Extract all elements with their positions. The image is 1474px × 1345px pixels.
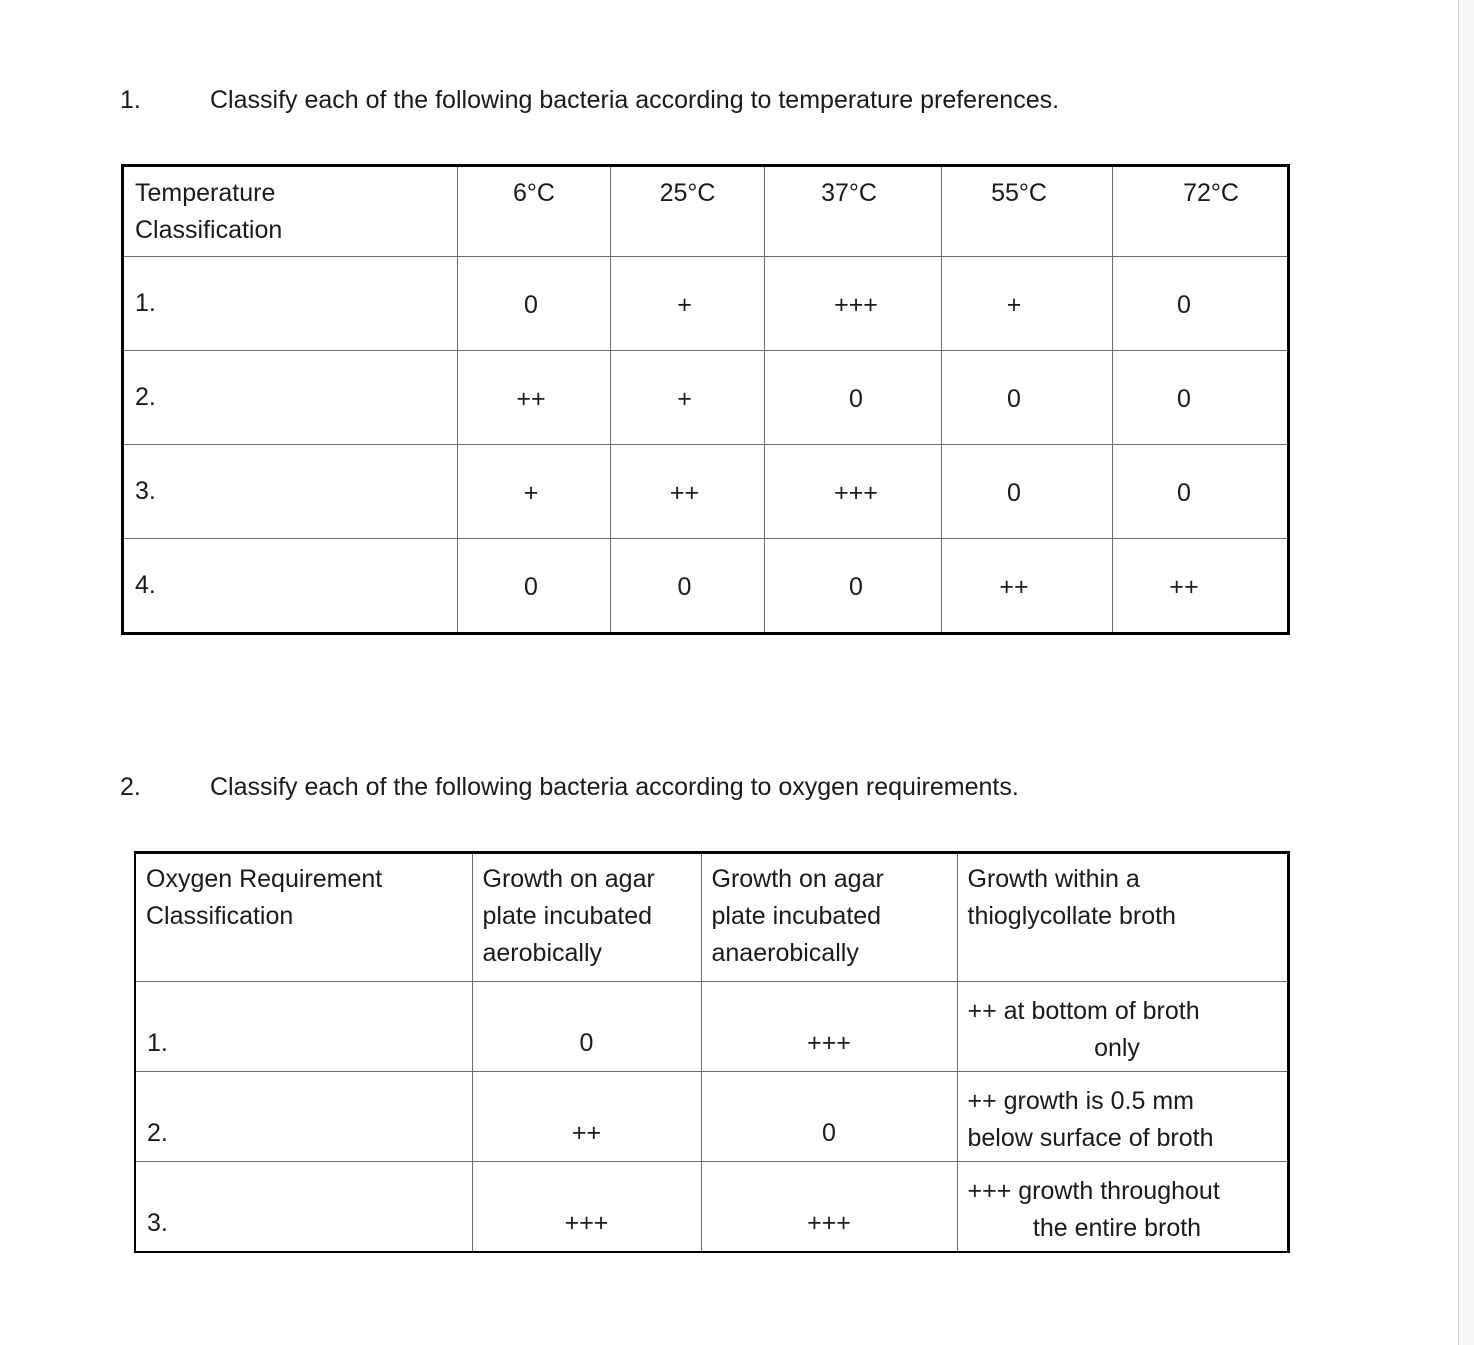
cell-25c: ++	[611, 445, 765, 539]
table-row	[135, 1072, 1288, 1162]
header-55c: 55°C	[942, 166, 1113, 257]
broth-line: ++ growth is 0.5 mm	[967, 1086, 1194, 1115]
cell-25c: +	[611, 351, 765, 445]
oxygen-table	[134, 851, 1290, 1253]
cell-6c: 0	[458, 539, 611, 634]
row-label: 3.	[135, 1162, 472, 1253]
cell-anaerobic: 0	[701, 1072, 957, 1162]
cell-55c: 0	[942, 445, 1113, 539]
row-label: 3.	[123, 445, 458, 539]
row-label: 4.	[123, 539, 458, 634]
cell-thioglycollate	[957, 982, 1288, 1072]
header-6c: 6°C	[458, 166, 611, 257]
table-row	[123, 539, 1289, 634]
table-row	[135, 982, 1288, 1072]
table-row	[135, 1162, 1288, 1253]
cell-aerobic: +++	[472, 1162, 701, 1253]
header-temperature-classification: Temperature Classification	[123, 166, 458, 257]
cell-anaerobic: +++	[701, 982, 957, 1072]
cell-72c: ++	[1113, 539, 1289, 634]
cell-37c: +++	[765, 445, 942, 539]
cell-25c: 0	[611, 539, 765, 634]
cell-72c: 0	[1113, 257, 1289, 351]
cell-6c: +	[458, 445, 611, 539]
temperature-table	[121, 164, 1290, 635]
cell-aerobic: 0	[472, 982, 701, 1072]
header-37c: 37°C	[765, 166, 942, 257]
question-2-number: 2.	[120, 773, 141, 801]
row-label: 2.	[123, 351, 458, 445]
cell-37c: 0	[765, 539, 942, 634]
broth-line: the entire broth	[1032, 1213, 1202, 1242]
question-1-number: 1.	[120, 86, 141, 114]
row-label: 1.	[135, 982, 472, 1072]
cell-25c: +	[611, 257, 765, 351]
header-25c: 25°C	[611, 166, 765, 257]
cell-55c: 0	[942, 351, 1113, 445]
cell-55c: +	[942, 257, 1113, 351]
cell-72c: 0	[1113, 445, 1289, 539]
cell-72c: 0	[1113, 351, 1289, 445]
header-thioglycollate: Growth within a thioglycollate broth	[957, 853, 1288, 982]
cell-6c: 0	[458, 257, 611, 351]
broth-line: below surface of broth	[967, 1123, 1214, 1152]
cell-thioglycollate	[957, 1072, 1288, 1162]
page-edge	[1458, 0, 1474, 1345]
cell-37c: 0	[765, 351, 942, 445]
header-aerobic: Growth on agar plate incubated aerobically	[472, 853, 701, 982]
cell-37c: +++	[765, 257, 942, 351]
cell-anaerobic: +++	[701, 1162, 957, 1253]
table-row	[123, 445, 1289, 539]
broth-line: +++ growth throughout	[967, 1176, 1220, 1205]
cell-aerobic: ++	[472, 1072, 701, 1162]
cell-6c: ++	[458, 351, 611, 445]
row-label: 2.	[135, 1072, 472, 1162]
header-anaerobic: Growth on agar plate incubated anaerobically	[701, 853, 957, 982]
broth-line: ++ at bottom of broth	[967, 996, 1200, 1025]
question-2-prompt: Classify each of the following bacteria according to oxygen requirements.	[210, 773, 1019, 801]
table-row	[123, 351, 1289, 445]
header-72c: 72°C	[1113, 166, 1289, 257]
table-header-row	[123, 166, 1289, 257]
table-header-row	[135, 853, 1288, 982]
row-label: 1.	[123, 257, 458, 351]
broth-line: only	[1094, 1033, 1140, 1062]
header-oxygen-classification: Oxygen Requirement Classification	[135, 853, 472, 982]
cell-55c: ++	[942, 539, 1113, 634]
question-1-prompt: Classify each of the following bacteria according to temperature preferences.	[210, 86, 1060, 114]
table-row	[123, 257, 1289, 351]
cell-thioglycollate	[957, 1162, 1288, 1253]
